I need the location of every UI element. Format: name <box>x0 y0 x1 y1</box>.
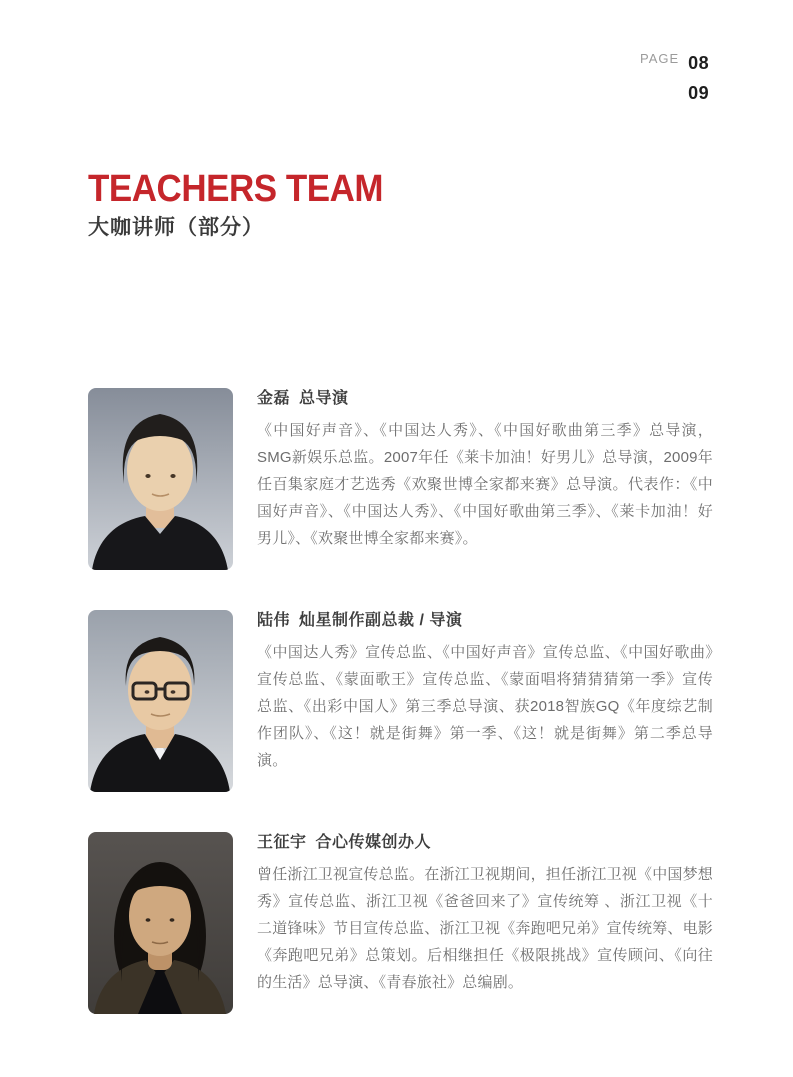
teacher-role: 合心传媒创办人 <box>315 834 432 851</box>
teacher-photo-luwei <box>88 610 233 792</box>
teacher-name: 王征宇 <box>257 834 307 851</box>
page-label: PAGE <box>640 51 680 66</box>
page-number-next: 09 <box>688 83 710 103</box>
teacher-name: 陆伟 <box>257 612 291 629</box>
teacher-info <box>257 388 713 552</box>
teacher-photo-wangzhengyu <box>88 832 233 1014</box>
page-subtitle: 大咖讲师（部分） <box>88 216 264 239</box>
teacher-role: 灿星制作副总裁 / 导演 <box>299 612 463 629</box>
page-numbers <box>688 48 709 108</box>
teacher-info <box>257 610 713 774</box>
teacher-bio: 《中国达人秀》宣传总监、《中国好声音》宣传总监、《中国好歌曲》宣传总监、《蒙面歌王》宣传总监、《蒙面唱将猜猜猜第一季》宣传总监、《出彩中国人》第三季总导演、获2018智族GQ《年度综艺制作团队》、《这！就是街舞》第一季、《这！就是街舞》第二季总导演。 <box>257 644 713 769</box>
teacher-profile-luwei <box>88 610 715 792</box>
teacher-role: 总导演 <box>299 390 349 407</box>
teacher-profile-list <box>88 388 715 1014</box>
teacher-profile-jinlei <box>88 388 715 570</box>
teacher-info <box>257 832 713 996</box>
teacher-photo-jinlei <box>88 388 233 570</box>
teacher-bio: 《中国好声音》、《中国达人秀》、《中国好歌曲第三季》总导演，SMG新娱乐总监。2007年任《莱卡加油！好男儿》总导演，2009年任百集家庭才艺选秀《欢聚世博全家都来赛》总导演。代表作：《中国好声音》、《中国达人秀》、《中国好歌曲第三季》、《莱卡加油！好男儿》、《欢聚世博全家都来赛》。 <box>257 422 713 547</box>
teacher-name-role <box>257 610 713 632</box>
teacher-profile-wangzhengyu <box>88 832 715 1014</box>
page-number-marker <box>640 48 709 108</box>
teacher-name: 金磊 <box>257 390 291 407</box>
teacher-name-role <box>257 832 713 854</box>
teacher-bio: 曾任浙江卫视宣传总监。在浙江卫视期间，担任浙江卫视《中国梦想秀》宣传总监、浙江卫视《爸爸回来了》宣传统筹 、浙江卫视《十二道锋味》节目宣传总监、浙江卫视《奔跑吧兄弟》宣传统筹、电影《奔跑吧兄弟》总策划。后相继担任《极限挑战》宣传顾问、《向往的生活》总导演、《青春旅社》总编剧。 <box>257 866 714 991</box>
teacher-name-role <box>257 388 713 410</box>
page-title: TEACHERS TEAM <box>88 168 384 210</box>
page-number-current: 08 <box>688 53 710 73</box>
